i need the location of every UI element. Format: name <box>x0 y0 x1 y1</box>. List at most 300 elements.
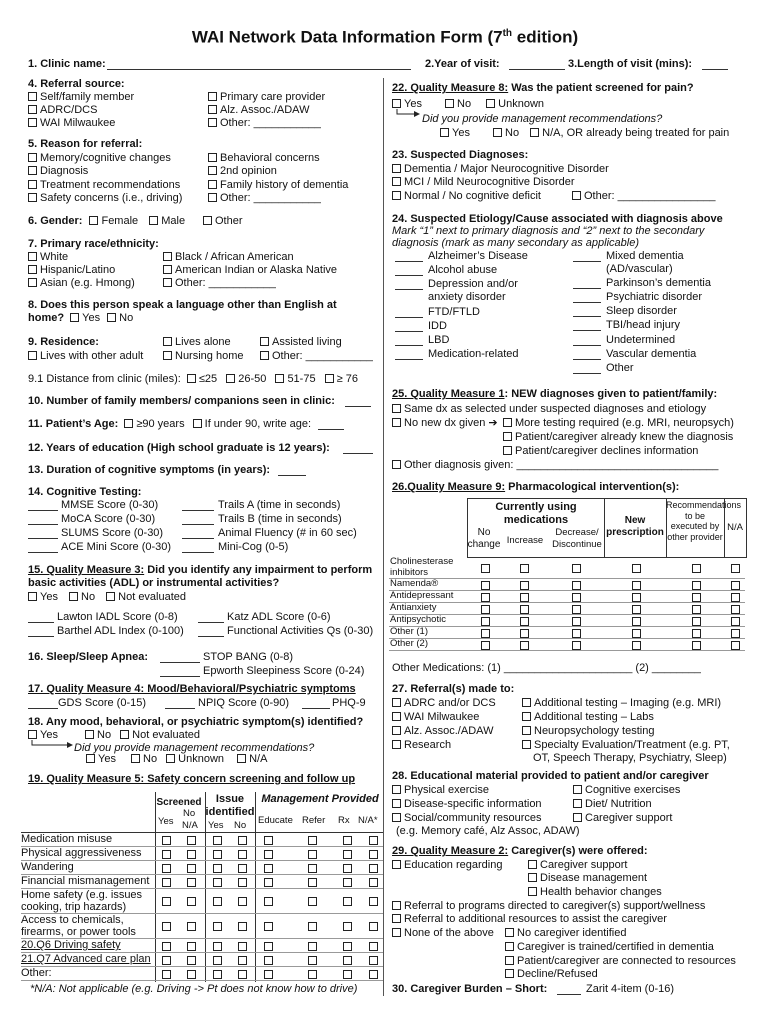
q29-sub-option[interactable]: Health behavior changes <box>528 886 662 899</box>
checkbox[interactable] <box>731 641 740 650</box>
checkbox[interactable] <box>392 860 401 869</box>
checkbox[interactable] <box>193 419 202 428</box>
checkbox[interactable] <box>520 629 529 638</box>
checkbox[interactable] <box>120 730 129 739</box>
checkbox[interactable] <box>149 216 158 225</box>
checkbox[interactable] <box>392 418 401 427</box>
checkbox[interactable] <box>131 754 140 763</box>
checkbox[interactable] <box>572 629 581 638</box>
score-field[interactable] <box>28 622 54 623</box>
checkbox[interactable] <box>237 754 246 763</box>
q13-field[interactable] <box>278 475 306 476</box>
checkbox[interactable] <box>343 922 352 931</box>
checkbox[interactable] <box>481 617 490 626</box>
q12-field[interactable] <box>343 453 373 454</box>
checkbox[interactable] <box>632 641 641 650</box>
checkbox[interactable] <box>187 374 196 383</box>
checkbox[interactable] <box>208 166 217 175</box>
q9-option[interactable]: Lives with other adult <box>28 350 143 363</box>
checkbox[interactable] <box>28 166 37 175</box>
score-field[interactable] <box>557 994 581 995</box>
checkbox[interactable] <box>325 374 334 383</box>
checkbox[interactable] <box>308 956 317 965</box>
checkbox[interactable] <box>208 118 217 127</box>
score-field[interactable] <box>160 662 200 663</box>
score-field[interactable] <box>198 622 224 623</box>
checkbox[interactable] <box>343 864 352 873</box>
q9-option[interactable]: Other: ___________ <box>260 350 373 363</box>
checkbox[interactable] <box>213 897 222 906</box>
checkbox[interactable] <box>187 970 196 979</box>
etiology-field[interactable] <box>395 345 423 346</box>
checkbox[interactable] <box>392 404 401 413</box>
q29-option[interactable]: Referral to additional resources to assist the caregiver <box>392 913 667 926</box>
q27-option[interactable]: WAI Milwaukee <box>392 711 479 724</box>
checkbox[interactable] <box>208 105 217 114</box>
score-field[interactable] <box>160 676 200 677</box>
checkbox[interactable] <box>369 922 378 931</box>
checkbox[interactable] <box>28 592 37 601</box>
score-field[interactable] <box>165 708 195 709</box>
q29-sub-option[interactable]: Caregiver support <box>528 859 627 872</box>
checkbox[interactable] <box>28 351 37 360</box>
q27-option[interactable]: Specialty Evaluation/Treatment (e.g. PT, <box>522 739 730 752</box>
q29-option[interactable]: Education regarding <box>392 859 502 872</box>
checkbox[interactable] <box>481 641 490 650</box>
checkbox[interactable] <box>308 836 317 845</box>
checkbox[interactable] <box>692 641 701 650</box>
etiology-field[interactable] <box>395 331 423 332</box>
checkbox[interactable] <box>308 864 317 873</box>
checkbox[interactable] <box>369 942 378 951</box>
q28-option[interactable]: Social/community resources <box>392 812 542 825</box>
checkbox[interactable] <box>308 878 317 887</box>
checkbox[interactable] <box>238 850 247 859</box>
checkbox[interactable] <box>392 740 401 749</box>
checkbox[interactable] <box>445 99 454 108</box>
checkbox[interactable] <box>343 970 352 979</box>
checkbox[interactable] <box>392 901 401 910</box>
checkbox[interactable] <box>481 564 490 573</box>
checkbox[interactable] <box>522 726 531 735</box>
age-field[interactable] <box>318 429 344 430</box>
checkbox[interactable] <box>572 617 581 626</box>
score-field[interactable] <box>28 708 58 709</box>
etiology-field[interactable] <box>395 261 423 262</box>
q5-option[interactable]: Diagnosis <box>28 165 88 178</box>
etiology-field[interactable] <box>573 288 601 289</box>
checkbox[interactable] <box>572 564 581 573</box>
q7-option[interactable]: Black / African American <box>163 251 294 264</box>
checkbox[interactable] <box>238 897 247 906</box>
checkbox[interactable] <box>162 922 171 931</box>
score-field[interactable] <box>302 708 330 709</box>
checkbox[interactable] <box>692 593 701 602</box>
q7-option[interactable]: American Indian or Alaska Native <box>163 264 337 277</box>
checkbox[interactable] <box>520 605 529 614</box>
q4-option[interactable]: Self/family member <box>28 91 134 104</box>
checkbox[interactable] <box>28 105 37 114</box>
q5-option[interactable]: Behavioral concerns <box>208 152 320 165</box>
checkbox[interactable] <box>308 850 317 859</box>
score-field[interactable] <box>198 636 224 637</box>
checkbox[interactable] <box>731 629 740 638</box>
checkbox[interactable] <box>731 581 740 590</box>
etiology-field[interactable] <box>573 316 601 317</box>
checkbox[interactable] <box>106 592 115 601</box>
checkbox[interactable] <box>166 754 175 763</box>
score-field[interactable] <box>28 538 58 539</box>
checkbox[interactable] <box>213 864 222 873</box>
checkbox[interactable] <box>692 581 701 590</box>
etiology-field[interactable] <box>395 317 423 318</box>
checkbox[interactable] <box>70 313 79 322</box>
etiology-field[interactable] <box>395 359 423 360</box>
checkbox[interactable] <box>163 265 172 274</box>
checkbox[interactable] <box>213 878 222 887</box>
etiology-field[interactable] <box>573 373 601 374</box>
checkbox[interactable] <box>264 836 273 845</box>
checkbox[interactable] <box>187 922 196 931</box>
checkbox[interactable] <box>162 970 171 979</box>
checkbox[interactable] <box>343 850 352 859</box>
checkbox[interactable] <box>503 418 512 427</box>
checkbox[interactable] <box>505 942 514 951</box>
checkbox[interactable] <box>528 860 537 869</box>
checkbox[interactable] <box>573 785 582 794</box>
checkbox[interactable] <box>187 864 196 873</box>
clinic-name-field[interactable] <box>107 69 411 70</box>
checkbox[interactable] <box>392 712 401 721</box>
q25-option[interactable]: Other diagnosis given: _________________________________ <box>392 459 718 472</box>
checkbox[interactable] <box>208 92 217 101</box>
checkbox[interactable] <box>28 193 37 202</box>
score-field[interactable] <box>28 636 54 637</box>
q25-option[interactable]: Patient/caregiver declines information <box>503 445 698 458</box>
checkbox[interactable] <box>369 970 378 979</box>
checkbox[interactable] <box>28 265 37 274</box>
checkbox[interactable] <box>308 922 317 931</box>
checkbox[interactable] <box>187 878 196 887</box>
q28-option[interactable]: Physical exercise <box>392 784 489 797</box>
checkbox[interactable] <box>505 928 514 937</box>
checkbox[interactable] <box>226 374 235 383</box>
etiology-field[interactable] <box>395 275 423 276</box>
checkbox[interactable] <box>440 128 449 137</box>
checkbox[interactable] <box>187 956 196 965</box>
q29-option[interactable]: Referral to programs directed to caregiver(s) support/wellness <box>392 900 705 913</box>
checkbox[interactable] <box>107 313 116 322</box>
q5-option[interactable]: Family history of dementia <box>208 179 348 192</box>
checkbox[interactable] <box>692 605 701 614</box>
checkbox[interactable] <box>731 605 740 614</box>
checkbox[interactable] <box>260 351 269 360</box>
checkbox[interactable] <box>208 180 217 189</box>
q27-option[interactable]: Alz. Assoc./ADAW <box>392 725 493 738</box>
q7-option[interactable]: White <box>28 251 68 264</box>
checkbox[interactable] <box>392 785 401 794</box>
checkbox[interactable] <box>392 928 401 937</box>
checkbox[interactable] <box>369 864 378 873</box>
checkbox[interactable] <box>530 128 539 137</box>
checkbox[interactable] <box>632 593 641 602</box>
q25-option[interactable]: Patient/caregiver already knew the diagnosis <box>503 431 733 444</box>
q27-option[interactable]: Additional testing – Labs <box>522 711 654 724</box>
checkbox[interactable] <box>162 956 171 965</box>
checkbox[interactable] <box>692 617 701 626</box>
checkbox[interactable] <box>343 836 352 845</box>
etiology-field[interactable] <box>573 359 601 360</box>
checkbox[interactable] <box>731 564 740 573</box>
checkbox[interactable] <box>264 864 273 873</box>
checkbox[interactable] <box>187 942 196 951</box>
checkbox[interactable] <box>28 278 37 287</box>
checkbox[interactable] <box>573 799 582 808</box>
q10-field[interactable] <box>345 406 371 407</box>
checkbox[interactable] <box>213 942 222 951</box>
checkbox[interactable] <box>731 617 740 626</box>
q29-none-option[interactable]: Patient/caregiver are connected to resources <box>505 955 736 968</box>
q4-option[interactable]: Alz. Assoc./ADAW <box>208 104 309 117</box>
checkbox[interactable] <box>528 873 537 882</box>
q9-option[interactable]: Nursing home <box>163 350 243 363</box>
checkbox[interactable] <box>162 897 171 906</box>
checkbox[interactable] <box>162 864 171 873</box>
q5-option[interactable]: Other: ___________ <box>208 192 321 205</box>
checkbox[interactable] <box>481 593 490 602</box>
checkbox[interactable] <box>162 850 171 859</box>
checkbox[interactable] <box>308 897 317 906</box>
etiology-field[interactable] <box>573 261 601 262</box>
checkbox[interactable] <box>308 942 317 951</box>
checkbox[interactable] <box>503 446 512 455</box>
checkbox[interactable] <box>392 99 401 108</box>
checkbox[interactable] <box>573 813 582 822</box>
checkbox[interactable] <box>275 374 284 383</box>
checkbox[interactable] <box>187 850 196 859</box>
q4-option[interactable]: ADRC/DCS <box>28 104 97 117</box>
q27-option[interactable]: ADRC and/or DCS <box>392 697 496 710</box>
checkbox[interactable] <box>632 581 641 590</box>
checkbox[interactable] <box>208 193 217 202</box>
checkbox[interactable] <box>369 897 378 906</box>
q28-option[interactable]: Caregiver support <box>573 812 672 825</box>
checkbox[interactable] <box>522 740 531 749</box>
checkbox[interactable] <box>264 878 273 887</box>
checkbox[interactable] <box>187 897 196 906</box>
q4-option[interactable]: WAI Milwaukee <box>28 117 115 130</box>
checkbox[interactable] <box>572 191 581 200</box>
checkbox[interactable] <box>522 698 531 707</box>
checkbox[interactable] <box>392 813 401 822</box>
q6-option-other[interactable]: Other <box>203 215 243 228</box>
checkbox[interactable] <box>572 593 581 602</box>
checkbox[interactable] <box>213 970 222 979</box>
etiology-field[interactable] <box>573 330 601 331</box>
q25-option[interactable]: Same dx as selected under suspected diagnoses and etiology <box>392 403 706 416</box>
checkbox[interactable] <box>692 564 701 573</box>
checkbox[interactable] <box>503 432 512 441</box>
checkbox[interactable] <box>392 177 401 186</box>
checkbox[interactable] <box>392 914 401 923</box>
checkbox[interactable] <box>520 564 529 573</box>
q5-option[interactable]: 2nd opinion <box>208 165 277 178</box>
checkbox[interactable] <box>522 712 531 721</box>
checkbox[interactable] <box>369 956 378 965</box>
score-field[interactable] <box>182 538 214 539</box>
checkbox[interactable] <box>124 419 133 428</box>
checkbox[interactable] <box>632 629 641 638</box>
checkbox[interactable] <box>264 956 273 965</box>
checkbox[interactable] <box>238 970 247 979</box>
checkbox[interactable] <box>528 887 537 896</box>
checkbox[interactable] <box>481 629 490 638</box>
checkbox[interactable] <box>163 278 172 287</box>
score-field[interactable] <box>182 524 214 525</box>
q23-option[interactable]: Normal / No cognitive deficit <box>392 190 541 203</box>
q7-option[interactable]: Asian (e.g. Hmong) <box>28 277 135 290</box>
checkbox[interactable] <box>308 970 317 979</box>
checkbox[interactable] <box>163 252 172 261</box>
q28-option[interactable]: Disease-specific information <box>392 798 542 811</box>
checkbox[interactable] <box>369 850 378 859</box>
checkbox[interactable] <box>69 592 78 601</box>
checkbox[interactable] <box>162 836 171 845</box>
checkbox[interactable] <box>572 641 581 650</box>
q29-none-option[interactable]: Caregiver is trained/certified in dementia <box>505 941 714 954</box>
checkbox[interactable] <box>520 617 529 626</box>
checkbox[interactable] <box>28 118 37 127</box>
checkbox[interactable] <box>264 970 273 979</box>
checkbox[interactable] <box>392 698 401 707</box>
checkbox[interactable] <box>162 878 171 887</box>
checkbox[interactable] <box>343 942 352 951</box>
etiology-field[interactable] <box>395 289 423 290</box>
q29-none-option[interactable]: No caregiver identified <box>505 927 626 940</box>
q27-option[interactable]: Additional testing – Imaging (e.g. MRI) <box>522 697 721 710</box>
checkbox[interactable] <box>28 730 37 739</box>
q23-option[interactable]: Other: ________________ <box>572 190 716 203</box>
etiology-field[interactable] <box>573 345 601 346</box>
checkbox[interactable] <box>260 337 269 346</box>
checkbox[interactable] <box>572 605 581 614</box>
q4-option[interactable]: Primary care provider <box>208 91 325 104</box>
score-field[interactable] <box>28 552 58 553</box>
checkbox[interactable] <box>520 593 529 602</box>
score-field[interactable] <box>182 552 214 553</box>
q27-option[interactable]: Neuropsychology testing <box>522 725 654 738</box>
checkbox[interactable] <box>213 850 222 859</box>
checkbox[interactable] <box>238 864 247 873</box>
checkbox[interactable] <box>731 593 740 602</box>
checkbox[interactable] <box>692 629 701 638</box>
checkbox[interactable] <box>264 850 273 859</box>
checkbox[interactable] <box>392 164 401 173</box>
checkbox[interactable] <box>89 216 98 225</box>
q28-option[interactable]: Diet/ Nutrition <box>573 798 652 811</box>
checkbox[interactable] <box>85 730 94 739</box>
checkbox[interactable] <box>238 836 247 845</box>
checkbox[interactable] <box>520 581 529 590</box>
checkbox[interactable] <box>28 92 37 101</box>
length-of-visit-field[interactable] <box>702 69 728 70</box>
score-field[interactable] <box>182 510 214 511</box>
checkbox[interactable] <box>392 726 401 735</box>
checkbox[interactable] <box>632 605 641 614</box>
q23-option[interactable]: MCI / Mild Neurocognitive Disorder <box>392 176 575 189</box>
checkbox[interactable] <box>213 956 222 965</box>
checkbox[interactable] <box>238 878 247 887</box>
checkbox[interactable] <box>187 836 196 845</box>
q29-none-option[interactable]: Decline/Refused <box>505 968 598 981</box>
checkbox[interactable] <box>632 564 641 573</box>
checkbox[interactable] <box>28 180 37 189</box>
checkbox[interactable] <box>203 216 212 225</box>
checkbox[interactable] <box>213 836 222 845</box>
checkbox[interactable] <box>520 641 529 650</box>
checkbox[interactable] <box>392 460 401 469</box>
checkbox[interactable] <box>208 153 217 162</box>
score-field[interactable] <box>28 510 58 511</box>
checkbox[interactable] <box>505 969 514 978</box>
q5-option[interactable]: Safety concerns (i.e., driving) <box>28 192 182 205</box>
checkbox[interactable] <box>163 351 172 360</box>
q5-option[interactable]: Memory/cognitive changes <box>28 152 171 165</box>
q7-option[interactable]: Hispanic/Latino <box>28 264 115 277</box>
q5-option[interactable]: Treatment recommendations <box>28 179 180 192</box>
checkbox[interactable] <box>369 836 378 845</box>
q23-option[interactable]: Dementia / Major Neurocognitive Disorder <box>392 163 609 176</box>
checkbox[interactable] <box>213 922 222 931</box>
checkbox[interactable] <box>343 878 352 887</box>
checkbox[interactable] <box>264 922 273 931</box>
checkbox[interactable] <box>343 956 352 965</box>
checkbox[interactable] <box>264 942 273 951</box>
q9-option[interactable]: Assisted living <box>260 336 342 349</box>
q28-option[interactable]: Cognitive exercises <box>573 784 680 797</box>
q9-option[interactable]: Lives alone <box>163 336 231 349</box>
checkbox[interactable] <box>632 617 641 626</box>
year-of-visit-field[interactable] <box>509 69 565 70</box>
q27-option[interactable]: Research <box>392 739 451 752</box>
checkbox[interactable] <box>486 99 495 108</box>
checkbox[interactable] <box>343 897 352 906</box>
q29-option[interactable]: None of the above <box>392 927 494 940</box>
checkbox[interactable] <box>28 153 37 162</box>
etiology-field[interactable] <box>573 302 601 303</box>
q29-sub-option[interactable]: Disease management <box>528 872 647 885</box>
checkbox[interactable] <box>238 942 247 951</box>
checkbox[interactable] <box>505 956 514 965</box>
checkbox[interactable] <box>392 799 401 808</box>
q25-option[interactable]: More testing required (e.g. MRI, neuropsych) <box>503 417 734 430</box>
checkbox[interactable] <box>238 922 247 931</box>
checkbox[interactable] <box>86 754 95 763</box>
q4-option[interactable]: Other: ___________ <box>208 117 321 130</box>
checkbox[interactable] <box>369 878 378 887</box>
checkbox[interactable] <box>264 897 273 906</box>
score-field[interactable] <box>28 524 58 525</box>
checkbox[interactable] <box>238 956 247 965</box>
checkbox[interactable] <box>481 605 490 614</box>
q25-option[interactable]: No new dx given ➔ <box>392 417 498 430</box>
checkbox[interactable] <box>28 252 37 261</box>
checkbox[interactable] <box>493 128 502 137</box>
checkbox[interactable] <box>163 337 172 346</box>
q7-option[interactable]: Other: ___________ <box>163 277 276 290</box>
checkbox[interactable] <box>162 942 171 951</box>
checkbox[interactable] <box>392 191 401 200</box>
